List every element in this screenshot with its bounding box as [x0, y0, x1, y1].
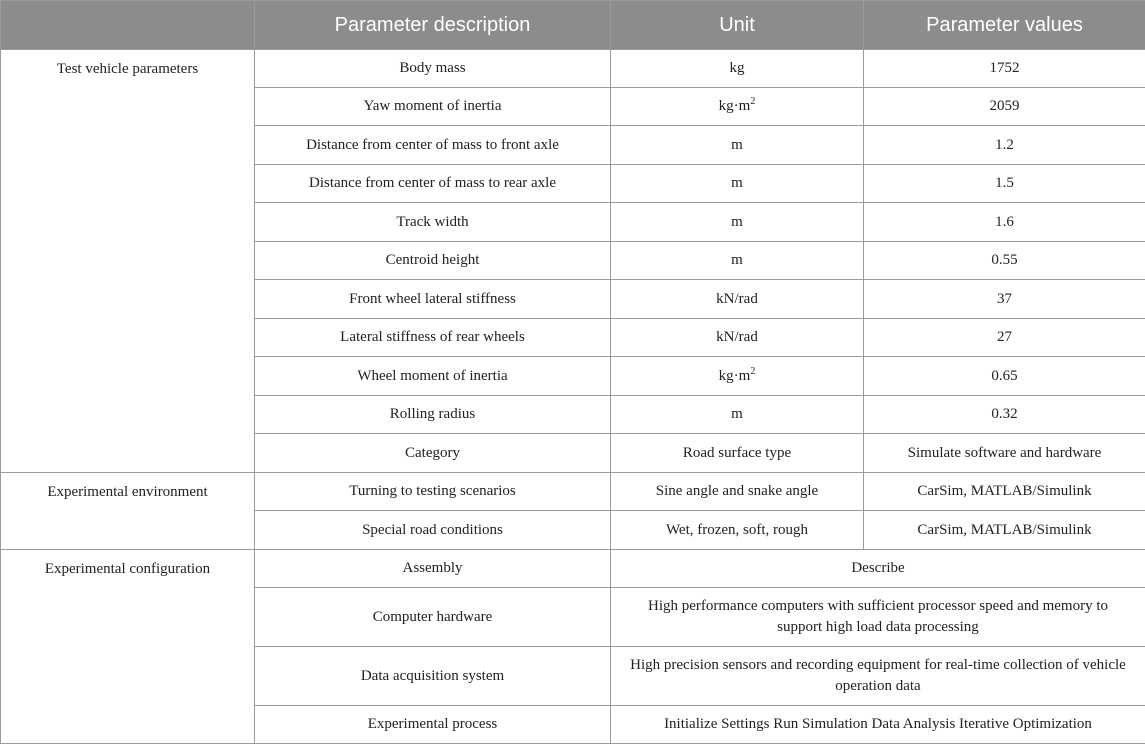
header-unit: Unit: [611, 1, 864, 50]
unit-superscript: 2: [750, 96, 756, 107]
row-description: Centroid height: [255, 242, 611, 280]
row-value: 0.32: [864, 396, 1145, 434]
row-value: 27: [864, 319, 1145, 357]
row-unit: [611, 88, 864, 126]
row-value: CarSim, MATLAB/Simulink: [864, 511, 1145, 550]
row-description: Yaw moment of inertia: [255, 88, 611, 126]
row-description: Rolling radius: [255, 396, 611, 434]
row-description: Turning to testing scenarios: [255, 473, 611, 511]
table-row: [1, 473, 1145, 511]
row-value: 0.65: [864, 357, 1145, 396]
row-unit: kg: [611, 50, 864, 88]
section-label-test-vehicle-parameters: Test vehicle parameters: [1, 50, 255, 473]
row-unit: Road surface type: [611, 434, 864, 473]
row-merged-description: High performance computers with sufficient processor speed and memory to support high load data processing: [611, 588, 1145, 647]
row-description: Lateral stiffness of rear wheels: [255, 319, 611, 357]
row-description: Assembly: [255, 550, 611, 588]
row-value: 0.55: [864, 242, 1145, 280]
row-value: 1.6: [864, 203, 1145, 242]
table-row: [1, 550, 1145, 588]
row-unit: m: [611, 242, 864, 280]
row-value: Simulate software and hardware: [864, 434, 1145, 473]
row-description: Wheel moment of inertia: [255, 357, 611, 396]
row-value: 37: [864, 280, 1145, 319]
section-label-experimental-configuration: Experimental configuration: [1, 550, 255, 744]
row-merged-description: Describe: [611, 550, 1145, 588]
row-description: Front wheel lateral stiffness: [255, 280, 611, 319]
row-description: Track width: [255, 203, 611, 242]
header-row: [1, 1, 1145, 50]
header-category: [1, 1, 255, 50]
row-description: Special road conditions: [255, 511, 611, 550]
row-value: 1.5: [864, 165, 1145, 203]
row-unit: Wet, frozen, soft, rough: [611, 511, 864, 550]
row-description: Distance from center of mass to front axle: [255, 126, 611, 165]
row-merged-description: Initialize Settings Run Simulation Data Analysis Iterative Optimization: [611, 706, 1145, 744]
row-description: Experimental process: [255, 706, 611, 744]
row-description: Data acquisition system: [255, 647, 611, 706]
row-unit: kN/rad: [611, 280, 864, 319]
unit-superscript: 2: [750, 365, 756, 377]
header-parameter-description: Parameter description: [255, 1, 611, 50]
row-description: Distance from center of mass to rear axle: [255, 165, 611, 203]
row-unit: m: [611, 203, 864, 242]
row-unit: m: [611, 396, 864, 434]
row-value: 2059: [864, 88, 1145, 126]
row-description: Category: [255, 434, 611, 473]
row-value: 1.2: [864, 126, 1145, 165]
table-row: [1, 50, 1145, 88]
row-unit: [611, 357, 864, 396]
row-unit: m: [611, 165, 864, 203]
row-unit: Sine angle and snake angle: [611, 473, 864, 511]
section-label-experimental-environment: Experimental environment: [1, 473, 255, 550]
row-unit: m: [611, 126, 864, 165]
row-description: Computer hardware: [255, 588, 611, 647]
unit-text: kg·m: [718, 367, 751, 384]
row-merged-description: High precision sensors and recording equipment for real-time collection of vehicle operation data: [611, 647, 1145, 706]
row-description: Body mass: [255, 50, 611, 88]
row-value: CarSim, MATLAB/Simulink: [864, 473, 1145, 511]
row-value: 1752: [864, 50, 1145, 88]
header-parameter-values: Parameter values: [864, 1, 1145, 50]
row-unit: kN/rad: [611, 319, 864, 357]
unit-text: kg·m: [718, 98, 751, 114]
